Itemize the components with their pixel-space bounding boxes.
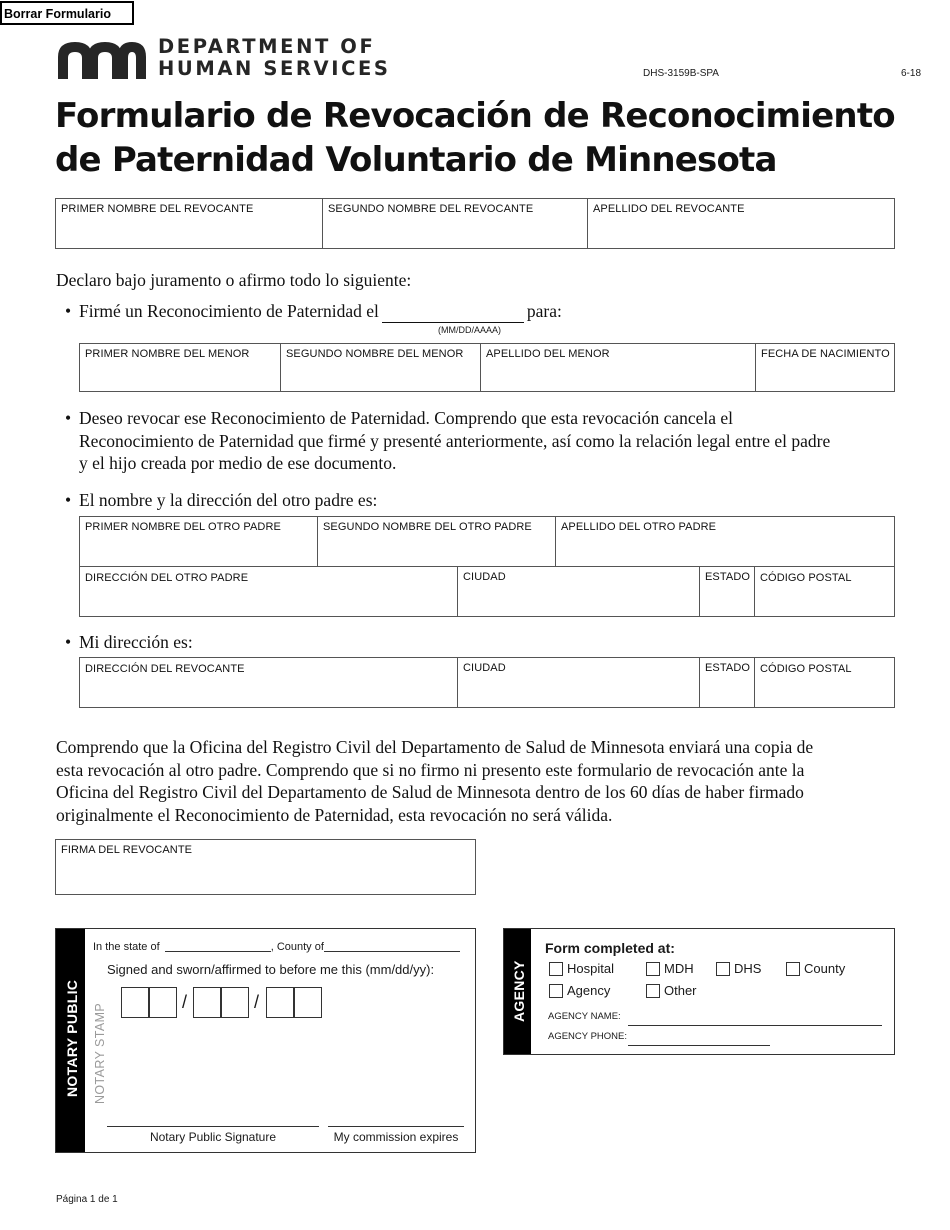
agency-phone-input[interactable] <box>628 1045 770 1046</box>
revoker-zip-cell <box>754 658 895 707</box>
field-label: CIUDAD <box>463 662 506 674</box>
notary-year-digit-1[interactable] <box>266 987 294 1018</box>
notary-sidebar <box>56 929 85 1152</box>
bullet-text-suffix: para: <box>526 301 562 321</box>
notary-public-section <box>55 928 476 1153</box>
agency-sidebar <box>504 929 531 1054</box>
text-line: Reconocimiento de Paternidad que firmé y presenté anteriormente, así como la relación legal entre el padre <box>79 430 831 451</box>
form-code: DHS-3159B-SPA <box>643 68 719 79</box>
other-parent-city-input[interactable] <box>461 591 696 613</box>
notary-location-line <box>93 940 460 953</box>
county-checkbox[interactable] <box>786 962 800 976</box>
revoker-zip-input[interactable] <box>758 682 892 704</box>
other-parent-city-cell <box>457 567 699 616</box>
logo-line-1: DEPARTMENT OF <box>158 35 376 58</box>
child-first-name-input[interactable] <box>83 366 277 388</box>
revoker-state-cell <box>699 658 754 707</box>
other-parent-address-input[interactable] <box>83 591 454 613</box>
county-label: , County of <box>270 941 324 953</box>
revoker-address-group <box>79 657 895 708</box>
field-label: APELLIDO DEL REVOCANTE <box>593 203 745 215</box>
bullet-other-parent: • El nombre y la dirección del otro padre es: <box>79 489 377 512</box>
hospital-checkbox[interactable] <box>549 962 563 976</box>
notary-day-digit-2[interactable] <box>221 987 249 1018</box>
text-line: originalmente el Reconocimiento de Paternidad, esta revocación no será válida. <box>56 804 613 825</box>
agency-name-label: AGENCY NAME: <box>548 1011 621 1022</box>
child-middle-name-cell <box>280 344 480 391</box>
other-parent-middle-name-cell <box>317 517 555 566</box>
other-parent-last-name-cell <box>555 517 895 566</box>
date-separator: / <box>254 992 260 1012</box>
notary-month-digit-1[interactable] <box>121 987 149 1018</box>
child-last-name-cell <box>480 344 755 391</box>
title-line-2: de Paternidad Voluntario de Minnesota <box>55 140 777 180</box>
mn-logo-icon <box>55 39 147 79</box>
other-parent-zip-cell <box>754 567 895 616</box>
text-line: y el hijo creada por medio de ese documento. <box>79 453 397 473</box>
notary-stamp-label: NOTARY STAMP <box>93 1002 107 1104</box>
field-label: APELLIDO DEL OTRO PADRE <box>561 521 717 533</box>
revoker-last-name-input[interactable] <box>591 223 892 245</box>
revoker-first-name-cell <box>56 199 322 248</box>
child-middle-name-input[interactable] <box>284 366 477 388</box>
field-label: ESTADO <box>705 662 751 674</box>
date-separator: / <box>182 992 188 1012</box>
notary-signature-label: Notary Public Signature <box>149 1130 277 1144</box>
bullet-text: Firmé un Reconocimiento de Paternidad el <box>79 301 379 321</box>
child-first-name-cell <box>80 344 280 391</box>
state-label: In the state of <box>93 941 160 953</box>
agency-title: AGENCY <box>511 960 527 1022</box>
revoker-middle-name-input[interactable] <box>326 223 584 245</box>
sworn-label: Signed and sworn/affirmed to before me this (mm/dd/yy): <box>107 962 435 977</box>
text-line: • Deseo revocar ese Reconocimiento de Paternidad. Comprendo que esta revocación cancela el <box>79 408 734 428</box>
field-label: FECHA DE NACIMIENTO <box>761 348 890 360</box>
other-parent-address-cell <box>80 567 457 616</box>
commission-expires-line[interactable] <box>328 1126 464 1127</box>
form-date: 6-18 <box>901 68 922 79</box>
field-label: DIRECCIÓN DEL REVOCANTE <box>85 663 245 675</box>
notary-state-input[interactable] <box>165 940 271 952</box>
notary-county-input[interactable] <box>324 940 460 952</box>
dhs-label: DHS <box>734 961 762 976</box>
registry-paragraph <box>56 736 906 826</box>
notary-year-digit-2[interactable] <box>294 987 322 1018</box>
revoker-signature-input[interactable] <box>59 869 472 891</box>
revoker-signature-cell <box>56 840 475 894</box>
page-title <box>55 94 915 182</box>
department-logo-text <box>158 36 391 80</box>
field-label: CIUDAD <box>463 571 506 583</box>
field-label: CÓDIGO POSTAL <box>760 663 852 675</box>
revoker-middle-name-cell <box>322 199 587 248</box>
commission-expires-label: My commission expires <box>333 1130 459 1144</box>
field-label: FIRMA DEL REVOCANTE <box>61 844 193 856</box>
notary-signature-line[interactable] <box>107 1126 319 1127</box>
revoker-address-cell <box>80 658 457 707</box>
child-info-group <box>79 343 895 392</box>
revoker-city-input[interactable] <box>461 682 696 704</box>
field-label: PRIMER NOMBRE DEL MENOR <box>85 348 250 360</box>
revoker-signature-box <box>55 839 476 895</box>
bullet-revoke-statement <box>79 407 899 475</box>
page-number: Página 1 de 1 <box>56 1194 118 1205</box>
revoker-name-group <box>55 198 895 249</box>
dhs-checkbox[interactable] <box>716 962 730 976</box>
county-label: County <box>804 961 846 976</box>
hospital-label: Hospital <box>567 961 614 976</box>
field-label: PRIMER NOMBRE DEL REVOCANTE <box>61 203 254 215</box>
text-line: esta revocación al otro padre. Comprendo que si no firmo ni presento este formulario de revocación ante la <box>56 759 805 780</box>
field-label: ESTADO <box>705 571 751 583</box>
notary-month-digit-2[interactable] <box>149 987 177 1018</box>
agency-section <box>503 928 895 1055</box>
field-label: SEGUNDO NOMBRE DEL REVOCANTE <box>328 203 534 215</box>
other-parent-address-group <box>79 566 895 617</box>
bullet-signed-acknowledgment <box>79 300 562 323</box>
other-parent-first-name-cell <box>80 517 317 566</box>
revoker-address-input[interactable] <box>83 682 454 704</box>
other-checkbox[interactable] <box>646 984 660 998</box>
logo-line-2: HUMAN SERVICES <box>158 57 391 80</box>
child-last-name-input[interactable] <box>484 366 752 388</box>
field-label: CÓDIGO POSTAL <box>760 572 852 584</box>
notary-day-digit-1[interactable] <box>193 987 221 1018</box>
revoker-state-input[interactable] <box>703 682 751 704</box>
other-parent-last-name-input[interactable] <box>559 541 892 563</box>
revoker-city-cell <box>457 658 699 707</box>
mdh-checkbox[interactable] <box>646 962 660 976</box>
text-line: Comprendo que la Oficina del Registro Civil del Departamento de Salud de Minnesota enviará una copia de <box>56 737 814 757</box>
other-label: Other <box>664 983 697 998</box>
notary-title: NOTARY PUBLIC <box>64 979 80 1097</box>
other-parent-first-name-input[interactable] <box>83 541 314 563</box>
title-line-1: Formulario de Revocación de Reconocimiento <box>55 96 895 136</box>
other-parent-zip-input[interactable] <box>758 591 892 613</box>
field-label: APELLIDO DEL MENOR <box>486 348 610 360</box>
other-parent-middle-name-input[interactable] <box>321 541 552 563</box>
agency-label: Agency <box>567 983 611 998</box>
field-label: PRIMER NOMBRE DEL OTRO PADRE <box>85 521 281 533</box>
child-dob-cell <box>755 344 895 391</box>
agency-checkbox[interactable] <box>549 984 563 998</box>
declaration-text: Declaro bajo juramento o afirmo todo lo siguiente: <box>56 270 412 290</box>
revoker-last-name-cell <box>587 199 895 248</box>
text-line: Oficina del Registro Civil del Departamento de Salud de Minnesota dentro de los 60 días de haber firmado <box>56 782 804 802</box>
field-label: SEGUNDO NOMBRE DEL MENOR <box>286 348 464 360</box>
agency-name-input[interactable] <box>628 1025 882 1026</box>
child-dob-input[interactable] <box>759 366 892 388</box>
acknowledgment-date-input[interactable] <box>382 303 524 323</box>
field-label: DIRECCIÓN DEL OTRO PADRE <box>85 572 249 584</box>
revoker-first-name-input[interactable] <box>59 223 319 245</box>
other-parent-name-group <box>79 516 895 567</box>
bullet-my-address: • Mi dirección es: <box>79 631 193 654</box>
clear-form-button[interactable]: Borrar Formulario <box>0 1 134 25</box>
agency-phone-label: AGENCY PHONE: <box>548 1031 628 1042</box>
mdh-label: MDH <box>664 961 694 976</box>
field-label: SEGUNDO NOMBRE DEL OTRO PADRE <box>323 521 532 533</box>
form-completed-label: Form completed at: <box>545 940 675 956</box>
date-format-hint: (MM/DD/AAAA) <box>438 325 501 335</box>
other-parent-state-input[interactable] <box>703 591 751 613</box>
other-parent-state-cell <box>699 567 754 616</box>
